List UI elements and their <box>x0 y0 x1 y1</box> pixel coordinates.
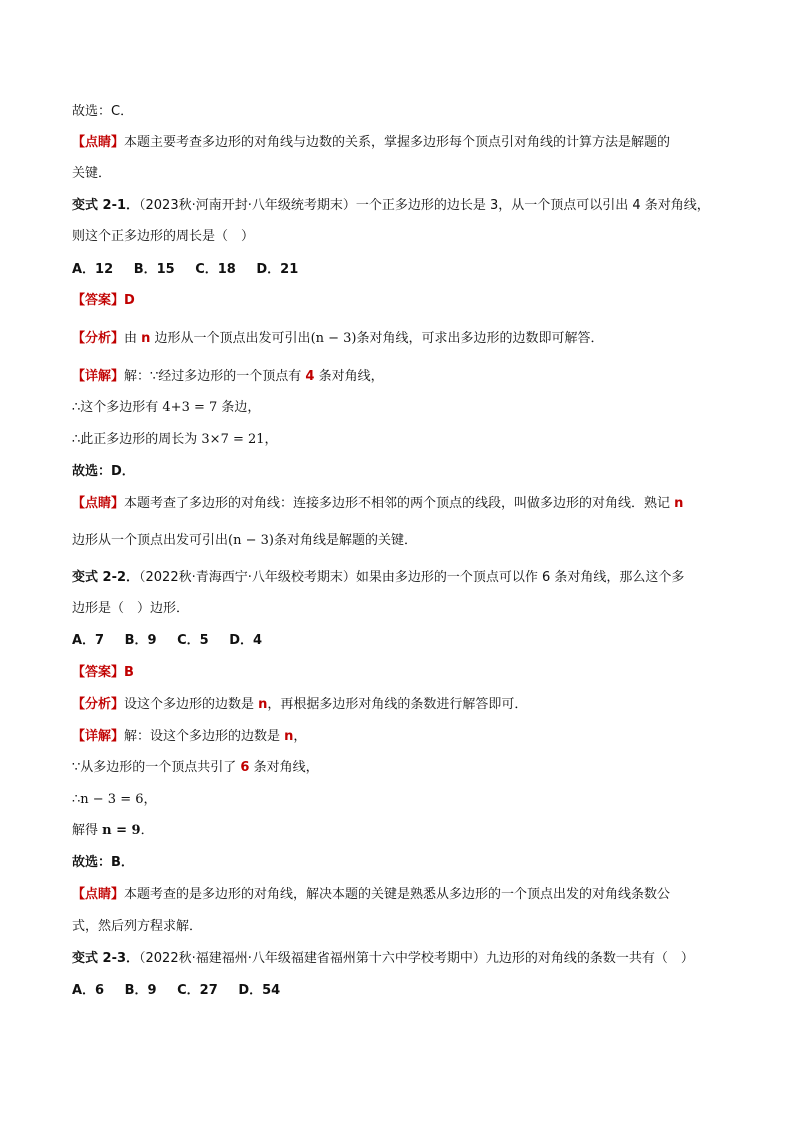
number: 6 <box>240 760 250 775</box>
text: 式，然后列方程求解． <box>72 919 203 934</box>
option-b: B．9 <box>124 983 157 998</box>
answer-line <box>72 292 135 310</box>
number: 4 <box>305 369 315 384</box>
question-text: （2022秋·青海西宁·八年级校考期末）如果由多边形的一个顶点可以作 6 条对角线，那么这个多 <box>139 570 685 585</box>
text: 条对角线， <box>314 369 384 384</box>
detail-solution <box>72 822 154 840</box>
comment-text: 本题考查了多边形的对角线：连接多边形不相邻的两个顶点的线段，叫做多边形的对角线．熟记 <box>124 496 675 511</box>
comment-line-cont <box>72 165 111 183</box>
comment-line <box>72 134 670 152</box>
text: 边形从一个顶点出发可引出 <box>150 331 311 346</box>
text: 边形从一个顶点出发可引出 <box>72 533 229 548</box>
var-n: n <box>141 331 151 346</box>
math-expression: 3×7 = 21 <box>201 432 265 447</box>
text: ． <box>140 823 154 838</box>
detail-line <box>72 728 306 746</box>
math-expression: 4+3 = 7 <box>162 400 218 415</box>
math-expression: (n − 3) <box>310 331 357 346</box>
text: 条边， <box>217 400 261 415</box>
text: 解：设这个多边形的边数是 <box>124 729 285 744</box>
answer-line <box>72 664 134 682</box>
choice-line <box>72 854 134 872</box>
analysis-label: 【分析】 <box>72 331 125 346</box>
text: 解：∵经过多边形的一个顶点有 <box>124 369 306 384</box>
text: 故选：D． <box>72 464 135 479</box>
comment-text: 本题主要考查多边形的对角线与边数的关系，掌握多边形每个顶点引对角线的计算方法是解题的 <box>124 135 671 150</box>
question-2-3-line <box>72 950 694 968</box>
option-d: D．54 <box>238 983 281 998</box>
detail-label: 【详解】 <box>72 729 125 744</box>
text: 条对角线是解题的关键． <box>273 533 417 548</box>
text: 条对角线， <box>249 760 319 775</box>
text: ， <box>293 729 307 744</box>
option-a: A．12 <box>72 262 114 277</box>
question-2-1-line <box>72 197 710 215</box>
comment-line <box>72 886 670 904</box>
option-a: A．7 <box>72 633 105 648</box>
option-c: C．18 <box>195 262 236 277</box>
answer-value: B <box>124 665 134 680</box>
question-text: （2022秋·福建福州·八年级福建省福州第十六中学校考期中）九边形的对角线的条数一共有（ ） <box>139 951 694 966</box>
question-2-1-options <box>72 261 298 279</box>
text: 条对角线，可求出多边形的边数即可解答． <box>356 331 604 346</box>
question-2-2-line <box>72 569 684 587</box>
text: 故选：B． <box>72 855 134 870</box>
text: 边形是（ ）边形． <box>72 601 190 616</box>
question-number: 变式 2-1． <box>72 198 140 213</box>
question-2-2-options <box>72 632 262 650</box>
text: ∴此正多边形的周长为 <box>72 432 202 447</box>
answer-label: 【答案】 <box>72 665 125 680</box>
comment-label: 【点睛】 <box>72 887 125 902</box>
question-2-2-line-cont <box>72 600 189 618</box>
question-2-3-options <box>72 982 280 1000</box>
option-b: B．15 <box>133 262 175 277</box>
answer-value: D <box>124 293 135 308</box>
detail-step <box>72 431 278 449</box>
text: 设这个多边形的边数是 <box>124 697 259 712</box>
comment-label: 【点睛】 <box>72 135 125 150</box>
text: 由 <box>124 331 142 346</box>
comment-line-cont <box>72 532 417 550</box>
text: ∵从多边形的一个顶点共引了 <box>72 760 241 775</box>
detail-equation <box>72 791 157 809</box>
text: 解得 <box>72 823 103 838</box>
detail-step <box>72 759 319 777</box>
option-b: B．9 <box>124 633 157 648</box>
option-c: C．5 <box>177 633 209 648</box>
option-d: D．21 <box>256 262 299 277</box>
comment-label: 【点睛】 <box>72 496 125 511</box>
choice-line <box>72 463 135 481</box>
text: ∴这个多边形有 <box>72 400 163 415</box>
question-text: （2023秋·河南开封·八年级统考期末）一个正多边形的边长是 3，从一个顶点可以引出 4 条对角线， <box>139 198 710 213</box>
question-2-1-line-cont <box>72 228 254 246</box>
math-expression: (n − 3) <box>228 533 274 548</box>
text: 故选：C． <box>72 104 134 119</box>
answer-label: 【答案】 <box>72 293 125 308</box>
question-number: 变式 2-3． <box>72 951 140 966</box>
analysis-line <box>72 696 527 714</box>
math-expression: ∴n − 3 = 6， <box>72 792 157 807</box>
text: 关键． <box>72 166 112 181</box>
comment-line-cont <box>72 918 202 936</box>
var-n: n <box>284 729 294 744</box>
math-expression: n = 9 <box>102 823 141 838</box>
text: ， <box>264 432 278 447</box>
option-a: A．6 <box>72 983 105 998</box>
detail-step <box>72 399 260 417</box>
option-c: C．27 <box>177 983 218 998</box>
comment-text: 本题考查的是多边形的对角线，解决本题的关键是熟悉从多边形的一个顶点出发的对角线条数公 <box>124 887 671 902</box>
comment-line <box>72 495 683 513</box>
question-number: 变式 2-2． <box>72 570 140 585</box>
detail-line <box>72 368 384 386</box>
option-d: D．4 <box>229 633 263 648</box>
text: 则这个正多边形的周长是（ ） <box>72 229 255 244</box>
var-n: n <box>258 697 268 712</box>
analysis-line <box>72 330 604 348</box>
answer-choice-line <box>72 103 133 121</box>
text: ，再根据多边形对角线的条数进行解答即可． <box>267 697 528 712</box>
analysis-label: 【分析】 <box>72 697 125 712</box>
var-n: n <box>674 496 684 511</box>
detail-label: 【详解】 <box>72 369 125 384</box>
